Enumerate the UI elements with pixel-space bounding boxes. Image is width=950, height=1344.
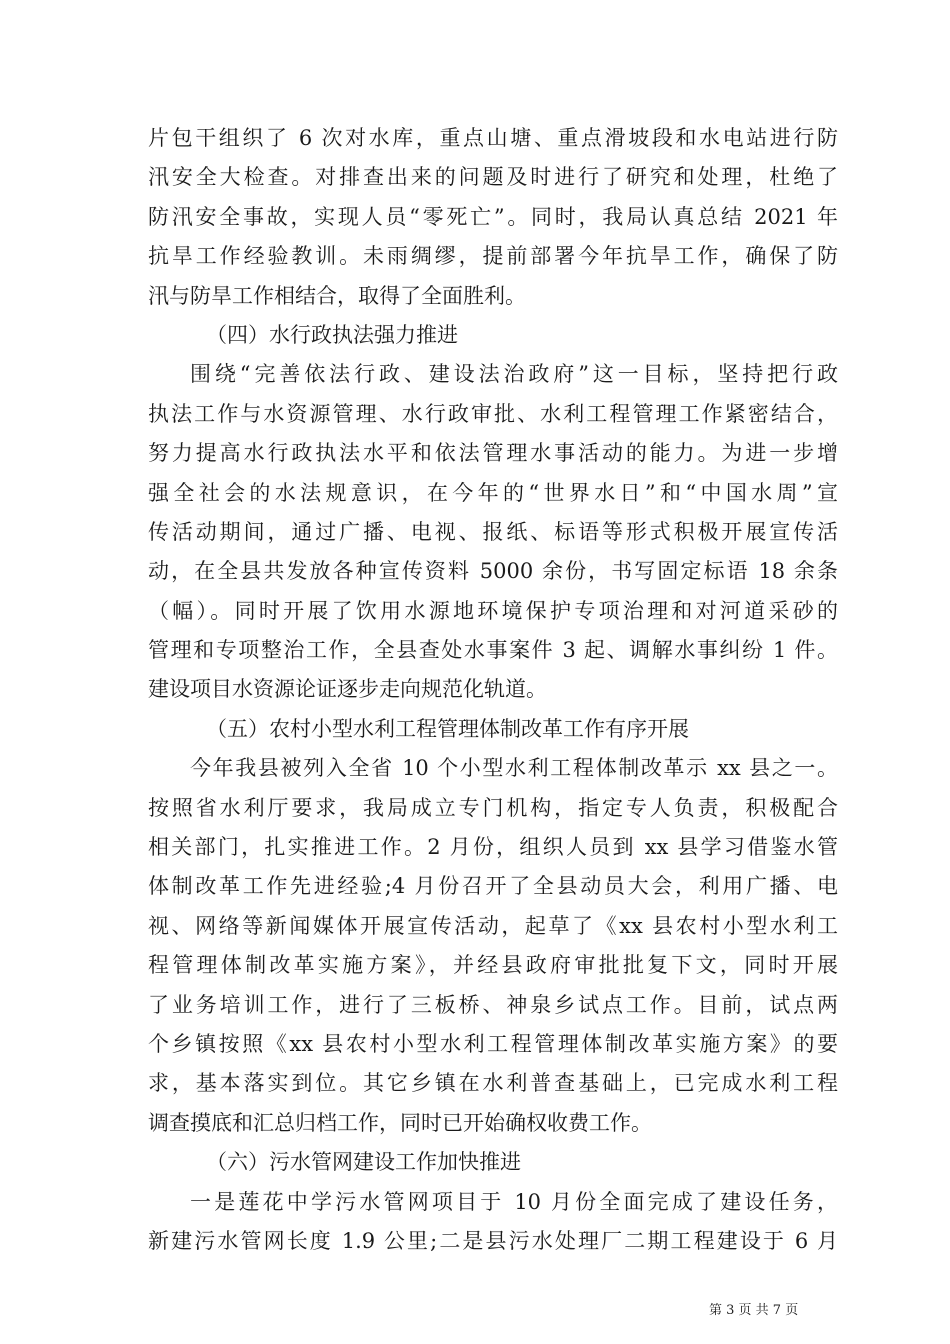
- text-line: 执法工作与水资源管理、水行政审批、水利工程管理工作紧密结合，: [148, 401, 838, 426]
- text-line: 传活动期间，通过广播、电视、报纸、标语等形式积极开展宣传活: [148, 519, 838, 544]
- text-line: 体制改革工作先进经验;4 月份召开了全县动员大会，利用广播、电: [148, 874, 838, 899]
- text-line: 调查摸底和汇总归档工作，同时已开始确权收费工作。: [148, 1110, 652, 1135]
- text-line: 个乡镇按照《xx 县农村小型水利工程管理体制改革实施方案》的要: [148, 1031, 838, 1056]
- text-line: 建设项目水资源论证逐步走向规范化轨道。: [148, 677, 547, 702]
- body-text: [148, 119, 838, 1261]
- text-line: 汛安全大检查。对排查出来的问题及时进行了研究和处理，杜绝了: [148, 165, 838, 190]
- text-line: 求，基本落实到位。其它乡镇在水利普查基础上，已完成水利工程: [148, 1071, 838, 1096]
- text-line: 一是莲花中学污水管网项目于 10 月份全面完成了建设任务，: [190, 1189, 838, 1214]
- text-line: 今年我县被列入全省 10 个小型水利工程体制改革示 xx 县之一。: [190, 756, 838, 781]
- text-line: 按照省水利厅要求，我局成立专门机构，指定专人负责，积极配合: [148, 795, 838, 820]
- text-line: 强全社会的水法规意识，在今年的“世界水日”和“中国水周”宣: [148, 480, 838, 505]
- text-line: 防汛安全事故，实现人员“零死亡”。同时，我局认真总结 2021 年: [148, 204, 838, 229]
- text-line: 动，在全县共发放各种宣传资料 5000 余份，书写固定标语 18 余条: [148, 559, 838, 584]
- text-line: 程管理体制改革实施方案》，并经县政府审批批复下文，同时开展: [148, 953, 838, 978]
- text-line: 汛与防旱工作相结合，取得了全面胜利。: [148, 283, 526, 308]
- text-line: 新建污水管网长度 1.9 公里;二是县污水处理厂二期工程建设于 6 月: [148, 1228, 838, 1253]
- page-number: 第 3 页 共 7 页: [709, 1303, 799, 1318]
- text-line: （幅）。同时开展了饮用水源地环境保护专项治理和对河道采砂的: [148, 598, 838, 623]
- section-heading-5: （五）农村小型水利工程管理体制改革工作有序开展: [206, 716, 689, 741]
- section-heading-6: （六）污水管网建设工作加快推进: [206, 1150, 521, 1175]
- text-line: 围绕“完善依法行政、建设法治政府”这一目标，坚持把行政: [190, 362, 838, 387]
- text-line: 视、网络等新闻媒体开展宣传活动，起草了《xx 县农村小型水利工: [148, 913, 838, 938]
- text-line: 相关部门，扎实推进工作。2 月份，组织人员到 xx 县学习借鉴水管: [148, 835, 838, 860]
- text-line: 管理和专项整治工作，全县查处水事案件 3 起、调解水事纠纷 1 件。: [148, 638, 838, 663]
- text-line: 了业务培训工作，进行了三板桥、神泉乡试点工作。目前，试点两: [148, 992, 838, 1017]
- text-line: 抗旱工作经验教训。未雨绸缪，提前部署今年抗旱工作，确保了防: [148, 244, 838, 269]
- text-line: 努力提高水行政执法水平和依法管理水事活动的能力。为进一步增: [148, 441, 838, 466]
- text-line: 片包干组织了 6 次对水库，重点山塘、重点滑坡段和水电站进行防: [148, 126, 838, 150]
- section-heading-4: （四）水行政执法强力推进: [206, 322, 458, 347]
